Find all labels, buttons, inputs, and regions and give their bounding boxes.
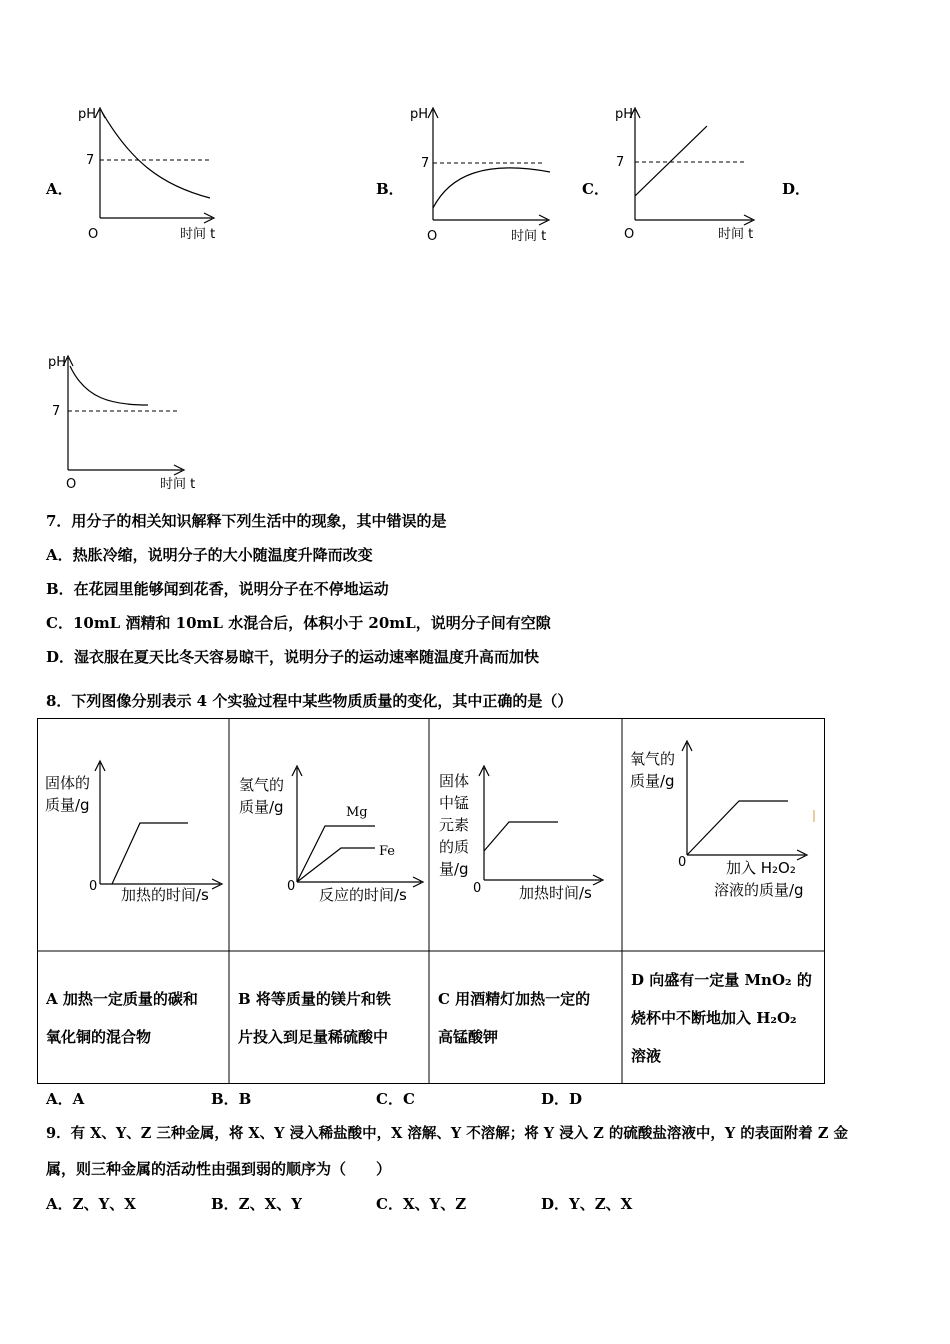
q8d-x1: 加入 H₂O₂ [726,859,796,877]
q6a-seven: 7 [86,153,95,168]
q8d-y1: 氧气的 [630,750,676,768]
q6d-seven: 7 [52,404,61,419]
q9-stem-line2: 属，则三种金属的活动性由强到弱的顺序为（ ） [46,1160,392,1178]
q8d-y2: 质量/g [630,772,675,790]
q8c-y3: 元素 [439,816,470,834]
q8b-mg: Mg [346,805,368,820]
q6-option-b-label: B． [376,180,404,198]
q8-graph-c [429,718,622,951]
q8-graph-d [622,718,825,951]
q6-graph-c [610,100,770,245]
q8-option-a: A．A [46,1090,85,1108]
q8-desc-b-line1: B 将等质量的镁片和铁 [238,990,391,1008]
q8-desc-c [438,980,590,1056]
q7-option-b: B．在花园里能够闻到花香，说明分子在不停地运动 [46,580,389,598]
q6-option-d-label: D． [782,180,811,198]
q8b-y1: 氢气的 [239,776,285,794]
q7-option-c: C．10mL 酒精和 10mL 水混合后，体积小于 20mL，说明分子间有空隙 [46,614,551,632]
q8-desc-c-line2: 高锰酸钾 [438,1028,499,1046]
q8-desc-d-line3: 溶液 [631,1047,662,1065]
q9-option-b: B．Z、X、Y [211,1195,302,1213]
q9-stem-line1: 9．有 X、Y、Z 三种金属，将 X、Y 浸入稀盐酸中，X 溶解、Y 不溶解；将 Y 浸入 Z 的硫酸盐溶液中，Y 的表面附着 Z 金 [46,1125,848,1142]
q6-option-c-label: C． [582,180,609,198]
q8c-y5: 量/g [439,860,469,878]
q8d-origin: 0 [678,855,687,870]
q8b-fe: Fe [379,844,396,859]
q6a-origin: O [88,227,99,242]
q7-stem: 7．用分子的相关知识解释下列生活中的现象，其中错误的是 [46,512,447,530]
q8-desc-c-line1: C 用酒精灯加热一定的 [438,990,591,1008]
q6-option-a-label: A． [46,180,73,198]
q7-option-d: D．湿衣服在夏天比冬天容易晾干，说明分子的运动速率随温度升高而加快 [46,648,540,666]
q6c-seven: 7 [616,155,625,170]
q8c-y4: 的质 [439,838,470,856]
q8b-x: 反应的时间/s [319,886,407,904]
q8c-y1: 固体 [439,772,470,790]
q6c-x-label: 时间 t [718,227,754,242]
q8-option-c: C．C [376,1090,415,1108]
q6-graph-d [40,348,200,493]
q8-desc-a-line2: 氧化铜的混合物 [46,1028,152,1046]
q8a-y2: 质量/g [45,796,90,814]
q6c-origin: O [624,227,635,242]
q6b-origin: O [427,229,438,244]
q8-desc-b [238,980,391,1056]
q6-graph-a [70,100,230,245]
q6a-y-label: pH [78,107,97,122]
q8-desc-b-line2: 片投入到足量稀硫酸中 [238,1028,389,1046]
q8-desc-d [631,961,812,1075]
q8c-x: 加热时间/s [519,884,592,902]
q6d-y-label: pH [48,355,67,370]
q6b-x-label: 时间 t [511,229,547,244]
q8-graph-b [229,718,429,951]
q8-option-d: D．D [541,1090,583,1108]
q8b-y2: 质量/g [239,798,284,816]
q8c-y2: 中锰 [439,794,470,812]
q8-stem: 8．下列图像分别表示 4 个实验过程中某些物质质量的变化，其中正确的是（） [46,692,573,710]
q6c-y-label: pH [615,107,634,122]
q9-option-a: A．Z、Y、X [46,1195,136,1213]
q8a-y1: 固体的 [45,774,91,792]
q6d-origin: O [66,477,77,492]
q8-option-b: B．B [211,1090,252,1108]
q7-option-a: A．热胀冷缩，说明分子的大小随温度升降而改变 [46,546,373,564]
q8-desc-a-line1: A 加热一定质量的碳和 [46,990,198,1008]
q6a-x-label: 时间 t [180,227,216,242]
q8-desc-a [46,980,198,1056]
q8a-x: 加热的时间/s [121,886,209,904]
q8b-origin: 0 [287,879,296,894]
q9-option-c: C．X、Y、Z [376,1195,467,1213]
q8-desc-d-line2: 烧杯中不断地加入 H₂O₂ [631,1009,797,1027]
q6b-y-label: pH [410,107,429,122]
q8-graph-a [37,718,229,951]
q6b-seven: 7 [421,156,430,171]
q8-table [37,718,825,1084]
q6d-x-label: 时间 t [160,477,196,492]
q8d-x2: 溶液的质量/g [714,881,804,899]
q8c-origin: 0 [473,881,482,896]
q6-graph-b [405,100,565,245]
q8-desc-d-line1: D 向盛有一定量 MnO₂ 的 [631,971,812,989]
q8a-origin: 0 [89,879,98,894]
q9-option-d: D．Y、Z、X [541,1195,633,1213]
